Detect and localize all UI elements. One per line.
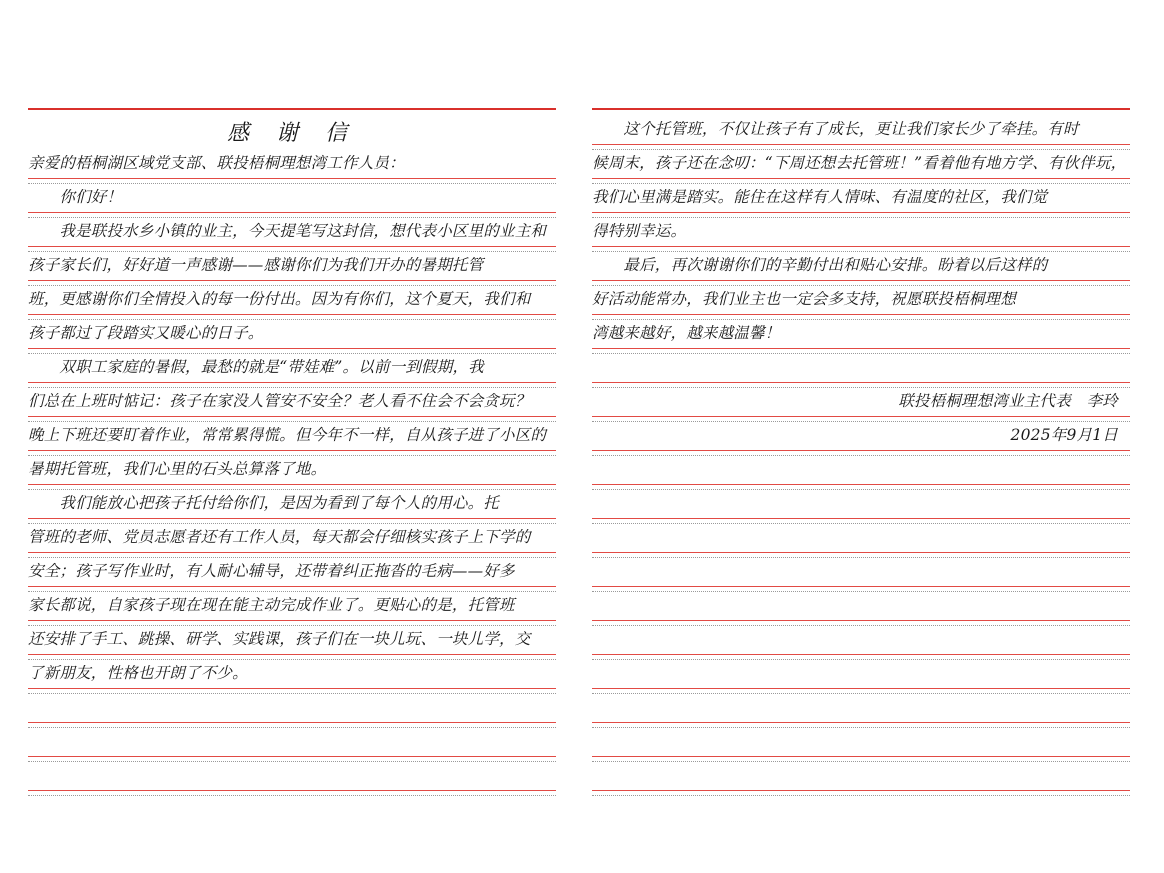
ruled-line (28, 756, 556, 757)
ruled-line (592, 416, 1130, 417)
guide-line (592, 455, 1130, 456)
ruled-line (592, 756, 1130, 757)
ruled-line (28, 280, 556, 281)
ruled-line (592, 552, 1130, 553)
letter-line: 们总在上班时惦记：孩子在家没人管安不安全？老人看不住会不会贪玩？ (28, 392, 531, 410)
top-red-rule (28, 108, 556, 110)
ruled-line (28, 688, 556, 689)
guide-line (28, 693, 556, 694)
letter-line: 我是联投水乡小镇的业主，今天提笔写这封信，想代表小区里的业主和 (28, 222, 547, 240)
ruled-line (592, 484, 1130, 485)
letter-line: 联投梧桐理想湾业主代表 李玲 (898, 392, 1118, 410)
letter-line: 最后，再次谢谢你们的辛勤付出和贴心安排。盼着以后这样的 (592, 256, 1048, 274)
ruled-line (28, 314, 556, 315)
letter-line: 这个托管班，不仅让孩子有了成长，更让我们家长少了牵挂。有时 (592, 120, 1079, 138)
letter-line: 管班的老师、党员志愿者还有工作人员，每天都会仔细核实孩子上下学的 (28, 528, 531, 546)
ruled-line (28, 518, 556, 519)
ruled-line (592, 654, 1130, 655)
ruled-line (28, 178, 556, 179)
letter-line: 孩子家长们，好好道一声感谢——感谢你们为我们开办的暑期托管 (28, 256, 484, 274)
ruled-line (28, 790, 556, 791)
letter-line: 好活动能常办，我们业主也一定会多支持，祝愿联投梧桐理想 (592, 290, 1016, 308)
letter-line: 湾越来越好，越来越温馨！ (592, 324, 781, 342)
letter-line: 我们能放心把孩子托付给你们，是因为看到了每个人的用心。托 (28, 494, 500, 512)
ruled-line (28, 382, 556, 383)
ruled-line (592, 790, 1130, 791)
letter-line: 安全；孩子写作业时，有人耐心辅导，还带着纠正拖沓的毛病——好多 (28, 562, 515, 580)
ruled-line (592, 348, 1130, 349)
ruled-line (592, 688, 1130, 689)
ruled-line (28, 246, 556, 247)
guide-line (592, 557, 1130, 558)
ruled-line (28, 450, 556, 451)
ruled-line (592, 280, 1130, 281)
guide-line (592, 761, 1130, 762)
ruled-line (592, 144, 1130, 145)
letter-line: 孩子都过了段踏实又暖心的日子。 (28, 324, 264, 342)
ruled-line (28, 586, 556, 587)
ruled-line (592, 586, 1130, 587)
ruled-line (28, 552, 556, 553)
ruled-line (592, 212, 1130, 213)
ruled-line (592, 314, 1130, 315)
guide-line (592, 659, 1130, 660)
letter-line: 暑期托管班，我们心里的石头总算落了地。 (28, 460, 327, 478)
ruled-line (28, 416, 556, 417)
letter-line: 你们好！ (28, 188, 123, 206)
letter-line: 还安排了手工、跳操、研学、实践课，孩子们在一块儿玩、一块儿学，交 (28, 630, 531, 648)
ruled-line (592, 518, 1130, 519)
letter-line: 班，更感谢你们全情投入的每一份付出。因为有你们，这个夏天，我们和 (28, 290, 531, 308)
ruled-line (592, 450, 1130, 451)
letter-line: 了新朋友，性格也开朗了不少。 (28, 664, 248, 682)
ruled-line (28, 348, 556, 349)
ruled-line (592, 246, 1130, 247)
guide-line (592, 591, 1130, 592)
guide-line (28, 761, 556, 762)
letter-line: 晚上下班还要盯着作业，常常累得慌。但今年不一样，自从孩子进了小区的 (28, 426, 547, 444)
ruled-line (592, 620, 1130, 621)
top-red-rule (592, 108, 1130, 110)
letter-line: 得特别幸运。 (592, 222, 687, 240)
ruled-line (28, 654, 556, 655)
ruled-line (592, 382, 1130, 383)
guide-line (28, 795, 556, 796)
letter-line: 2025年9月1日 (1010, 426, 1118, 444)
letter-line: 双职工家庭的暑假，最愁的就是“带娃难”。以前一到假期，我 (28, 358, 484, 376)
letter-line: 家长都说，自家孩子现在现在能主动完成作业了。更贴心的是，托管班 (28, 596, 515, 614)
ruled-line (28, 620, 556, 621)
guide-line (592, 727, 1130, 728)
letter-page-right (592, 104, 1130, 784)
ruled-line (28, 484, 556, 485)
letter-line: 亲爱的梧桐湖区域党支部、联投梧桐理想湾工作人员： (28, 154, 405, 172)
letter-title: 感 谢 信 (227, 121, 357, 146)
guide-line (592, 489, 1130, 490)
guide-line (28, 727, 556, 728)
guide-line (592, 795, 1130, 796)
ruled-line (28, 722, 556, 723)
ruled-line (28, 212, 556, 213)
letter-line (592, 352, 1130, 382)
ruled-line (592, 178, 1130, 179)
letter-line: 我们心里满是踏实。能住在这样有人情味、有温度的社区，我们觉 (592, 188, 1048, 206)
guide-line (592, 625, 1130, 626)
letter-line: 候周末，孩子还在念叨：“下周还想去托管班！”看着他有地方学、有伙伴玩， (592, 154, 1127, 172)
letter-page-left (28, 104, 556, 784)
ruled-line (592, 722, 1130, 723)
guide-line (592, 693, 1130, 694)
guide-line (592, 523, 1130, 524)
